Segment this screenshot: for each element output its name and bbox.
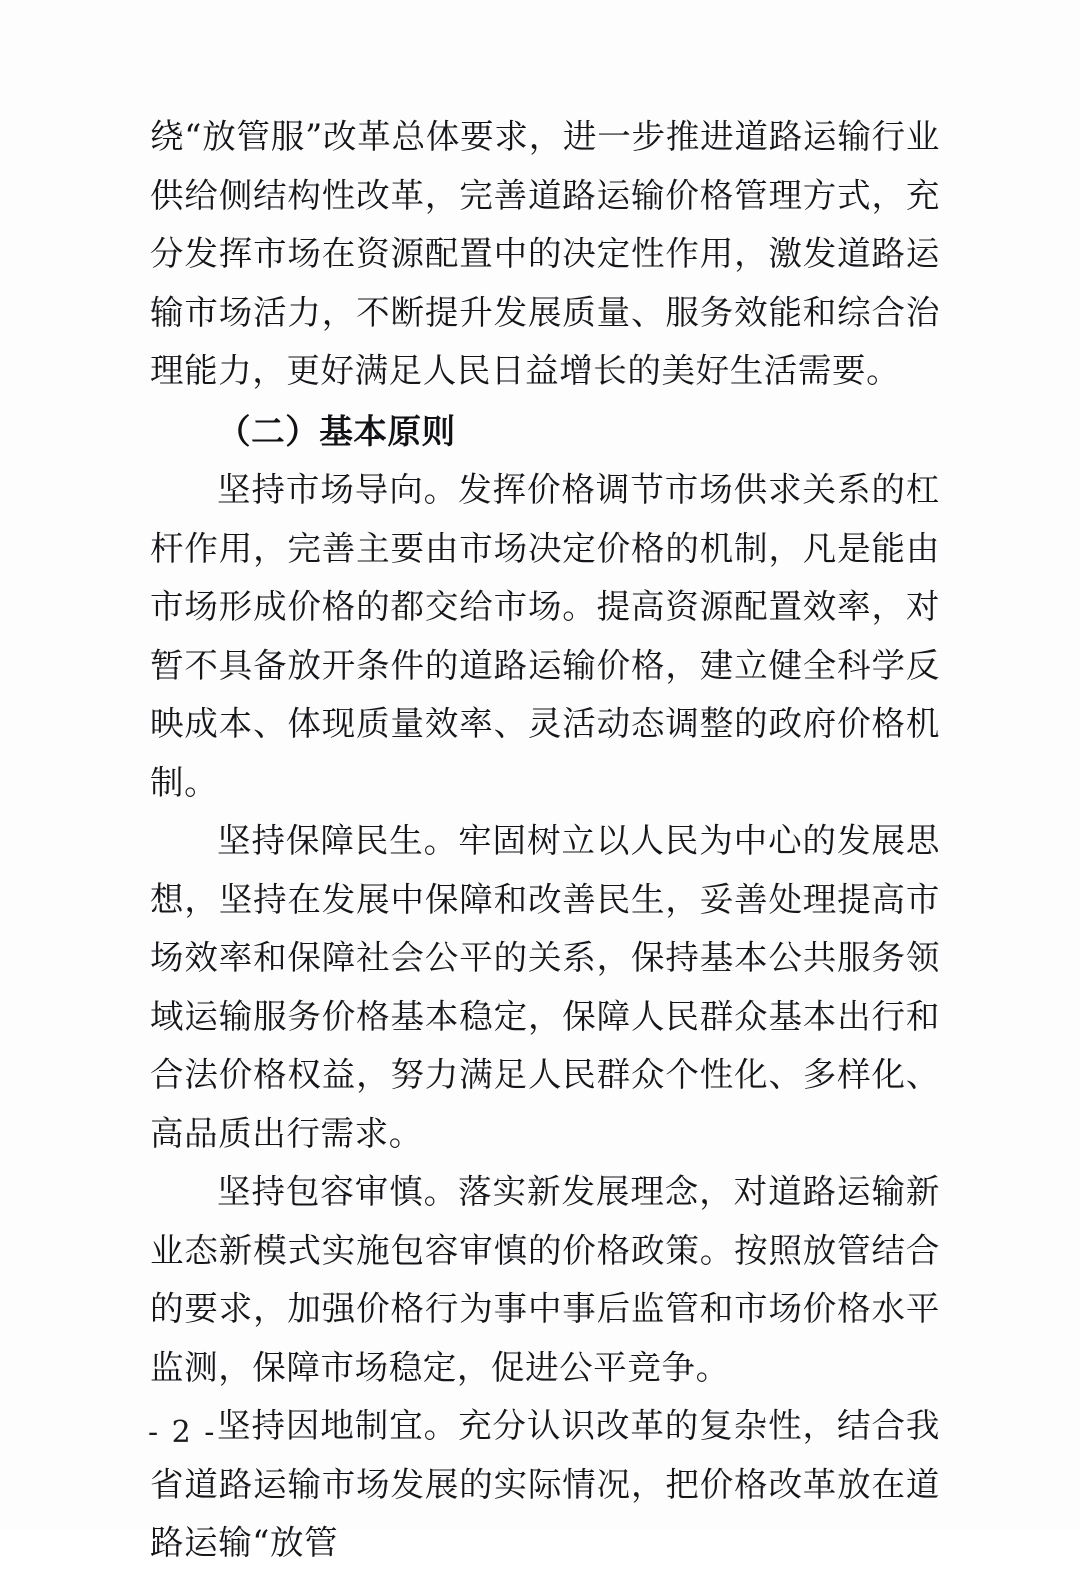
page-number: - 2 - [148, 1415, 217, 1450]
section-heading-basic-principles: （二）基本原则 [217, 411, 456, 451]
paragraph-local-conditions: 坚持因地制宜。充分认识改革的复杂性，结合我省道路运输市场发展的实际情况，把价格改革放在道路运输“放管 [150, 1406, 940, 1562]
paragraph-livelihood-protection: 坚持保障民生。牢固树立以人民为中心的发展思想，坚持在发展中保障和改善民生，妥善处理提高市场效率和保障社会公平的关系，保持基本公共服务领域运输服务价格基本稳定，保障人民群众基本出行和合法价格权益，努力满足人民群众个性化、多样化、高品质出行需求。 [150, 821, 940, 1153]
paragraph-continuation: 绕“放管服”改革总体要求，进一步推进道路运输行业供给侧结构性改革，完善道路运输价格管理方式，充分发挥市场在资源配置中的决定性作用，激发道路运输市场活力，不断提升发展质量、服务效能和综合治理能力，更好满足人民日益增长的美好生活需要。 [150, 117, 940, 390]
paragraph-market-orientation: 坚持市场导向。发挥价格调节市场供求关系的杠杆作用，完善主要由市场决定价格的机制，凡是能由市场形成价格的都交给市场。提高资源配置效率，对暂不具备放开条件的道路运输价格，建立健全科学反映成本、体现质量效率、灵活动态调整的政府价格机制。 [150, 470, 940, 802]
document-body [150, 108, 940, 1573]
paragraph-inclusive-prudence: 坚持包容审慎。落实新发展理念，对道路运输新业态新模式实施包容审慎的价格政策。按照放管结合的要求，加强价格行为事中事后监管和市场价格水平监测，保障市场稳定，促进公平竞争。 [150, 1172, 940, 1387]
